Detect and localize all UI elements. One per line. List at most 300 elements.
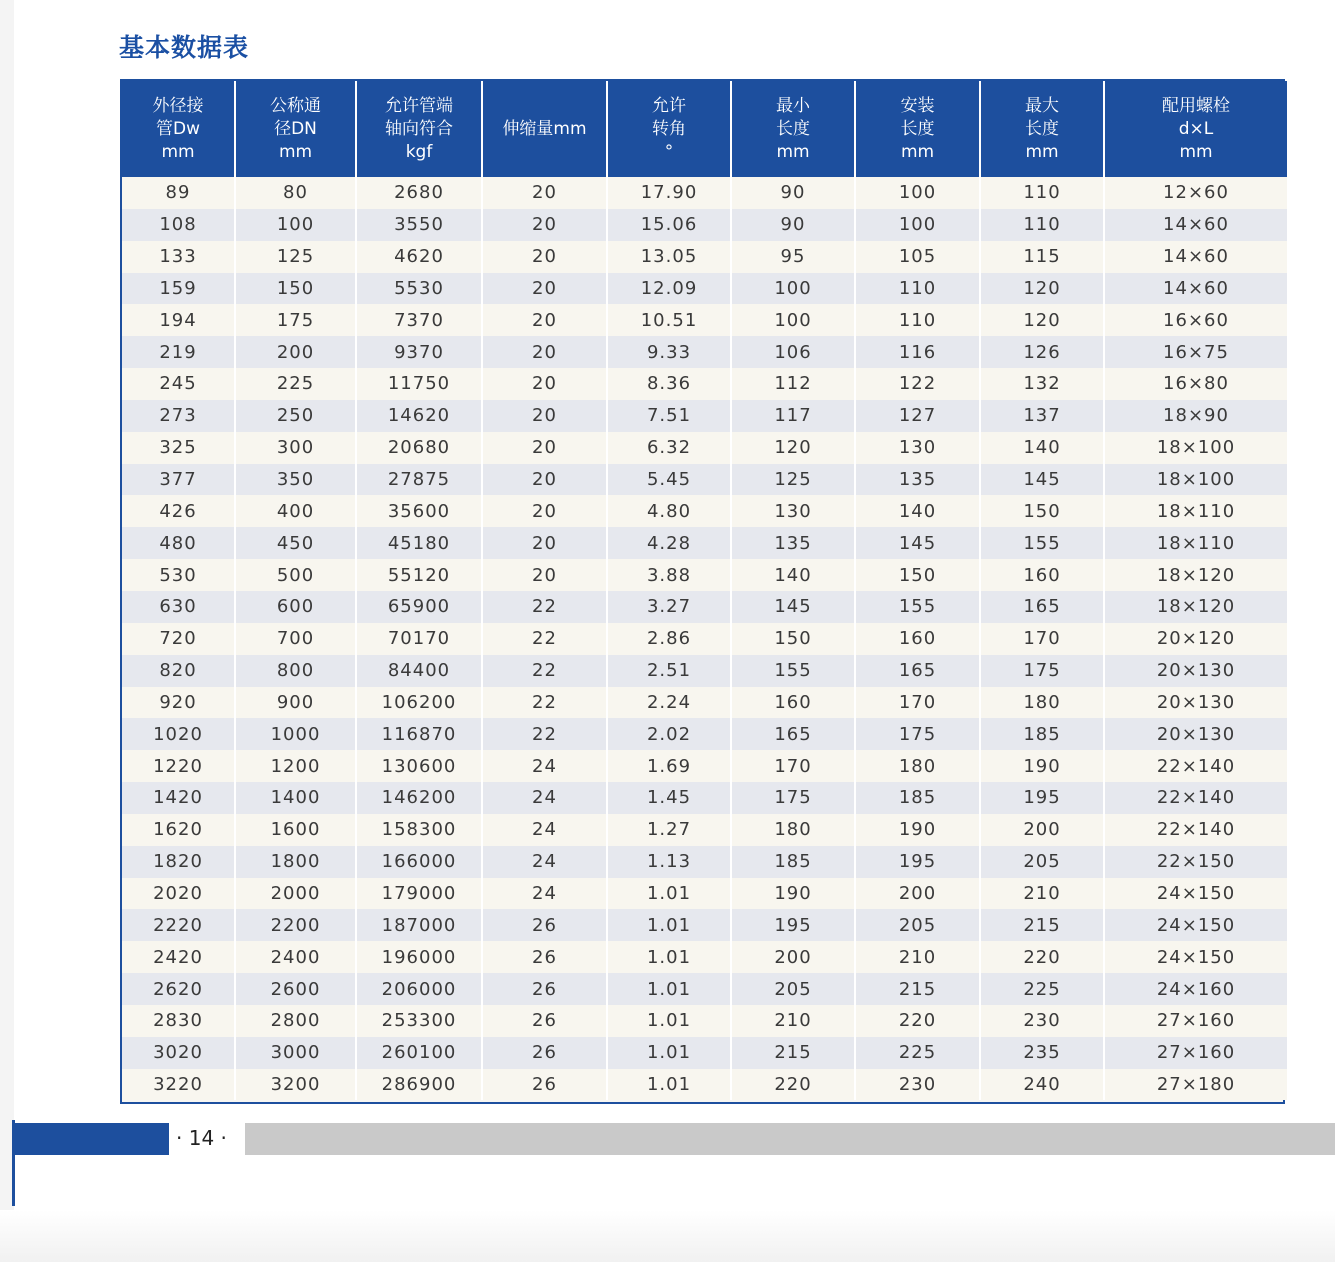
table-cell: 1.27 — [607, 814, 731, 846]
table-cell: 22 — [482, 623, 607, 655]
table-cell: 1400 — [235, 782, 356, 814]
page-number: · 14 · — [176, 1126, 227, 1150]
header-outer-diameter: 外径接 管Dw mm — [122, 81, 235, 177]
table-cell: 2420 — [122, 941, 235, 973]
table-cell: 159 — [122, 273, 235, 305]
table-cell: 1.45 — [607, 782, 731, 814]
table-cell: 90 — [731, 209, 855, 241]
table-cell: 2400 — [235, 941, 356, 973]
table-cell: 106 — [731, 336, 855, 368]
table-cell: 20×130 — [1104, 718, 1287, 750]
table-cell: 145 — [731, 591, 855, 623]
table-cell: 215 — [980, 909, 1104, 941]
table-cell: 175 — [235, 304, 356, 336]
table-cell: 90 — [731, 177, 855, 209]
table-cell: 190 — [731, 878, 855, 910]
table-cell: 273 — [122, 400, 235, 432]
table-cell: 9370 — [356, 336, 482, 368]
table-cell: 165 — [731, 718, 855, 750]
table-cell: 180 — [731, 814, 855, 846]
table-cell: 70170 — [356, 623, 482, 655]
table-cell: 2.24 — [607, 687, 731, 719]
table-cell: 200 — [235, 336, 356, 368]
table-cell: 100 — [731, 304, 855, 336]
table-cell: 24×150 — [1104, 941, 1287, 973]
table-row — [122, 495, 1287, 527]
table-cell: 14×60 — [1104, 209, 1287, 241]
table-row — [122, 878, 1287, 910]
table-cell: 16×60 — [1104, 304, 1287, 336]
header-angle: 允许 转角 ° — [607, 81, 731, 177]
table-cell: 195 — [855, 846, 980, 878]
table-cell: 14620 — [356, 400, 482, 432]
table-cell: 155 — [980, 527, 1104, 559]
table-cell: 20 — [482, 464, 607, 496]
table-cell: 120 — [980, 304, 1104, 336]
table-cell: 20 — [482, 527, 607, 559]
table-cell: 1620 — [122, 814, 235, 846]
table-cell: 219 — [122, 336, 235, 368]
header-max-length: 最大 长度 mm — [980, 81, 1104, 177]
table-cell: 1220 — [122, 750, 235, 782]
table-cell: 27×160 — [1104, 1005, 1287, 1037]
table-header-row — [122, 81, 1287, 177]
table-cell: 26 — [482, 973, 607, 1005]
table-cell: 1800 — [235, 846, 356, 878]
table-cell: 600 — [235, 591, 356, 623]
table-cell: 800 — [235, 655, 356, 687]
table-cell: 210 — [731, 1005, 855, 1037]
table-cell: 8.36 — [607, 368, 731, 400]
table-cell: 14×60 — [1104, 273, 1287, 305]
table-cell: 7370 — [356, 304, 482, 336]
table-cell: 140 — [731, 559, 855, 591]
table-cell: 115 — [980, 241, 1104, 273]
table-cell: 140 — [855, 495, 980, 527]
table-cell: 27×180 — [1104, 1069, 1287, 1101]
table-cell: 95 — [731, 241, 855, 273]
table-row — [122, 591, 1287, 623]
table-cell: 195 — [980, 782, 1104, 814]
table-cell: 1820 — [122, 846, 235, 878]
table-cell: 135 — [855, 464, 980, 496]
table-cell: 120 — [980, 273, 1104, 305]
table-cell: 166000 — [356, 846, 482, 878]
table-cell: 286900 — [356, 1069, 482, 1101]
table-cell: 110 — [980, 209, 1104, 241]
table-cell: 20 — [482, 273, 607, 305]
table-cell: 1.69 — [607, 750, 731, 782]
table-cell: 160 — [855, 623, 980, 655]
table-cell: 26 — [482, 1069, 607, 1101]
table-row — [122, 750, 1287, 782]
table-cell: 11750 — [356, 368, 482, 400]
table-cell: 170 — [980, 623, 1104, 655]
table-cell: 1600 — [235, 814, 356, 846]
table-cell: 1.01 — [607, 1037, 731, 1069]
table-cell: 22 — [482, 718, 607, 750]
table-cell: 2.51 — [607, 655, 731, 687]
table-row — [122, 241, 1287, 273]
table-cell: 1200 — [235, 750, 356, 782]
table-cell: 130 — [731, 495, 855, 527]
table-row — [122, 304, 1287, 336]
table-cell: 24×160 — [1104, 973, 1287, 1005]
table-cell: 125 — [235, 241, 356, 273]
table-cell: 1.01 — [607, 1069, 731, 1101]
table-row — [122, 623, 1287, 655]
table-cell: 200 — [731, 941, 855, 973]
table-cell: 5530 — [356, 273, 482, 305]
header-nominal-diameter: 公称通 径DN mm — [235, 81, 356, 177]
header-expansion: 伸缩量mm — [482, 81, 607, 177]
table-cell: 185 — [855, 782, 980, 814]
table-cell: 100 — [855, 209, 980, 241]
table-cell: 65900 — [356, 591, 482, 623]
table-cell: 12.09 — [607, 273, 731, 305]
data-table — [122, 81, 1287, 1100]
table-cell: 820 — [122, 655, 235, 687]
table-cell: 190 — [855, 814, 980, 846]
table-cell: 80 — [235, 177, 356, 209]
table-row — [122, 718, 1287, 750]
table-cell: 145 — [980, 464, 1104, 496]
table-row — [122, 846, 1287, 878]
table-cell: 130600 — [356, 750, 482, 782]
table-cell: 18×120 — [1104, 559, 1287, 591]
table-cell: 20 — [482, 368, 607, 400]
table-cell: 6.32 — [607, 432, 731, 464]
table-cell: 14×60 — [1104, 241, 1287, 273]
table-cell: 2220 — [122, 909, 235, 941]
table-cell: 2830 — [122, 1005, 235, 1037]
table-cell: 20 — [482, 209, 607, 241]
table-cell: 377 — [122, 464, 235, 496]
table-cell: 1.01 — [607, 1005, 731, 1037]
table-cell: 170 — [855, 687, 980, 719]
table-cell: 2020 — [122, 878, 235, 910]
table-cell: 200 — [855, 878, 980, 910]
table-cell: 500 — [235, 559, 356, 591]
table-cell: 116 — [855, 336, 980, 368]
table-cell: 20×120 — [1104, 623, 1287, 655]
table-cell: 126 — [980, 336, 1104, 368]
table-cell: 20 — [482, 495, 607, 527]
table-cell: 300 — [235, 432, 356, 464]
table-cell: 2680 — [356, 177, 482, 209]
table-cell: 26 — [482, 909, 607, 941]
table-cell: 194 — [122, 304, 235, 336]
table-row — [122, 941, 1287, 973]
header-min-length: 最小 长度 mm — [731, 81, 855, 177]
table-cell: 132 — [980, 368, 1104, 400]
table-cell: 185 — [731, 846, 855, 878]
table-cell: 190 — [980, 750, 1104, 782]
table-row — [122, 1005, 1287, 1037]
table-cell: 187000 — [356, 909, 482, 941]
table-cell: 22×150 — [1104, 846, 1287, 878]
table-cell: 5.45 — [607, 464, 731, 496]
table-cell: 20 — [482, 559, 607, 591]
table-cell: 2.02 — [607, 718, 731, 750]
table-cell: 137 — [980, 400, 1104, 432]
footer-bar-accent — [14, 1123, 169, 1155]
table-cell: 1000 — [235, 718, 356, 750]
table-cell: 480 — [122, 527, 235, 559]
table-cell: 100 — [731, 273, 855, 305]
table-cell: 20 — [482, 304, 607, 336]
table-cell: 117 — [731, 400, 855, 432]
table-cell: 205 — [980, 846, 1104, 878]
table-row — [122, 1069, 1287, 1101]
table-cell: 20680 — [356, 432, 482, 464]
table-cell: 45180 — [356, 527, 482, 559]
table-cell: 170 — [731, 750, 855, 782]
table-cell: 240 — [980, 1069, 1104, 1101]
table-cell: 2620 — [122, 973, 235, 1005]
table-cell: 133 — [122, 241, 235, 273]
table-cell: 24 — [482, 846, 607, 878]
table-cell: 110 — [855, 273, 980, 305]
table-cell: 84400 — [356, 655, 482, 687]
footer-bar — [245, 1123, 1335, 1155]
table-cell: 112 — [731, 368, 855, 400]
table-cell: 18×110 — [1104, 495, 1287, 527]
table-cell: 4.80 — [607, 495, 731, 527]
table-cell: 20 — [482, 432, 607, 464]
table-cell: 9.33 — [607, 336, 731, 368]
table-cell: 225 — [235, 368, 356, 400]
table-row — [122, 432, 1287, 464]
table-cell: 35600 — [356, 495, 482, 527]
table-cell: 130 — [855, 432, 980, 464]
table-cell: 18×100 — [1104, 464, 1287, 496]
table-cell: 20×130 — [1104, 655, 1287, 687]
table-cell: 24 — [482, 750, 607, 782]
table-cell: 150 — [980, 495, 1104, 527]
table-cell: 225 — [855, 1037, 980, 1069]
table-row — [122, 209, 1287, 241]
table-cell: 24×150 — [1104, 909, 1287, 941]
table-cell: 27875 — [356, 464, 482, 496]
table-cell: 20 — [482, 241, 607, 273]
table-cell: 426 — [122, 495, 235, 527]
table-row — [122, 336, 1287, 368]
table-cell: 24×150 — [1104, 878, 1287, 910]
table-cell: 22 — [482, 687, 607, 719]
table-cell: 125 — [731, 464, 855, 496]
table-cell: 20 — [482, 400, 607, 432]
table-row — [122, 655, 1287, 687]
table-row — [122, 273, 1287, 305]
table-cell: 220 — [980, 941, 1104, 973]
table-cell: 27×160 — [1104, 1037, 1287, 1069]
header-install-length: 安装 长度 mm — [855, 81, 980, 177]
page-title: 基本数据表 — [119, 33, 250, 62]
table-cell: 135 — [731, 527, 855, 559]
table-cell: 106200 — [356, 687, 482, 719]
table-cell: 24 — [482, 814, 607, 846]
table-row — [122, 782, 1287, 814]
table-cell: 110 — [855, 304, 980, 336]
table-cell: 4620 — [356, 241, 482, 273]
table-cell: 160 — [731, 687, 855, 719]
table-cell: 24 — [482, 878, 607, 910]
table-cell: 3200 — [235, 1069, 356, 1101]
table-row — [122, 177, 1287, 209]
table-cell: 120 — [731, 432, 855, 464]
table-cell: 158300 — [356, 814, 482, 846]
table-cell: 26 — [482, 1005, 607, 1037]
table-cell: 15.06 — [607, 209, 731, 241]
table-cell: 2000 — [235, 878, 356, 910]
table-cell: 16×80 — [1104, 368, 1287, 400]
table-cell: 3020 — [122, 1037, 235, 1069]
table-cell: 18×120 — [1104, 591, 1287, 623]
table-cell: 20 — [482, 336, 607, 368]
table-cell: 12×60 — [1104, 177, 1287, 209]
table-cell: 400 — [235, 495, 356, 527]
table-row — [122, 464, 1287, 496]
table-cell: 155 — [731, 655, 855, 687]
table-cell: 206000 — [356, 973, 482, 1005]
table-row — [122, 814, 1287, 846]
table-cell: 100 — [235, 209, 356, 241]
table-cell: 530 — [122, 559, 235, 591]
table-cell: 700 — [235, 623, 356, 655]
table-cell: 20 — [482, 177, 607, 209]
table-cell: 210 — [855, 941, 980, 973]
table-cell: 253300 — [356, 1005, 482, 1037]
table-cell: 2800 — [235, 1005, 356, 1037]
table-cell: 179000 — [356, 878, 482, 910]
table-cell: 22×140 — [1104, 782, 1287, 814]
table-cell: 1.01 — [607, 973, 731, 1005]
table-cell: 122 — [855, 368, 980, 400]
table-row — [122, 368, 1287, 400]
table-cell: 450 — [235, 527, 356, 559]
page-edge — [0, 0, 14, 1262]
table-cell: 205 — [731, 973, 855, 1005]
table-cell: 175 — [731, 782, 855, 814]
table-cell: 3220 — [122, 1069, 235, 1101]
table-cell: 108 — [122, 209, 235, 241]
table-cell: 105 — [855, 241, 980, 273]
table-cell: 175 — [980, 655, 1104, 687]
table-cell: 165 — [855, 655, 980, 687]
header-bolts: 配用螺栓 d×L mm — [1104, 81, 1287, 177]
table-cell: 22 — [482, 591, 607, 623]
header-axial-load: 允许管端 轴向符合 kgf — [356, 81, 482, 177]
table-cell: 116870 — [356, 718, 482, 750]
table-cell: 110 — [980, 177, 1104, 209]
table-cell: 2600 — [235, 973, 356, 1005]
table-row — [122, 973, 1287, 1005]
table-cell: 1.13 — [607, 846, 731, 878]
table-cell: 18×110 — [1104, 527, 1287, 559]
table-cell: 2200 — [235, 909, 356, 941]
table-cell: 2.86 — [607, 623, 731, 655]
data-table-frame — [120, 79, 1285, 1104]
table-cell: 920 — [122, 687, 235, 719]
table-cell: 220 — [731, 1069, 855, 1101]
table-cell: 630 — [122, 591, 235, 623]
page-shadow — [0, 1210, 1335, 1262]
table-cell: 16×75 — [1104, 336, 1287, 368]
table-cell: 175 — [855, 718, 980, 750]
table-cell: 26 — [482, 941, 607, 973]
table-cell: 205 — [855, 909, 980, 941]
table-cell: 180 — [855, 750, 980, 782]
table-cell: 150 — [855, 559, 980, 591]
table-cell: 22×140 — [1104, 814, 1287, 846]
table-row — [122, 400, 1287, 432]
table-cell: 260100 — [356, 1037, 482, 1069]
table-cell: 195 — [731, 909, 855, 941]
table-cell: 155 — [855, 591, 980, 623]
table-cell: 22 — [482, 655, 607, 687]
table-cell: 230 — [980, 1005, 1104, 1037]
table-cell: 140 — [980, 432, 1104, 464]
table-cell: 1020 — [122, 718, 235, 750]
table-cell: 127 — [855, 400, 980, 432]
table-cell: 18×100 — [1104, 432, 1287, 464]
table-cell: 4.28 — [607, 527, 731, 559]
table-body — [122, 177, 1287, 1100]
table-cell: 18×90 — [1104, 400, 1287, 432]
table-cell: 89 — [122, 177, 235, 209]
table-cell: 150 — [235, 273, 356, 305]
table-cell: 225 — [980, 973, 1104, 1005]
table-cell: 3000 — [235, 1037, 356, 1069]
table-cell: 900 — [235, 687, 356, 719]
table-cell: 7.51 — [607, 400, 731, 432]
table-cell: 1420 — [122, 782, 235, 814]
table-cell: 230 — [855, 1069, 980, 1101]
table-cell: 145 — [855, 527, 980, 559]
table-cell: 180 — [980, 687, 1104, 719]
table-cell: 350 — [235, 464, 356, 496]
table-cell: 3.88 — [607, 559, 731, 591]
table-cell: 3550 — [356, 209, 482, 241]
table-cell: 196000 — [356, 941, 482, 973]
table-cell: 55120 — [356, 559, 482, 591]
table-cell: 215 — [731, 1037, 855, 1069]
table-cell: 24 — [482, 782, 607, 814]
table-cell: 26 — [482, 1037, 607, 1069]
table-cell: 165 — [980, 591, 1104, 623]
table-row — [122, 527, 1287, 559]
table-cell: 17.90 — [607, 177, 731, 209]
table-cell: 720 — [122, 623, 235, 655]
table-cell: 325 — [122, 432, 235, 464]
table-row — [122, 687, 1287, 719]
table-row — [122, 1037, 1287, 1069]
table-cell: 100 — [855, 177, 980, 209]
table-cell: 245 — [122, 368, 235, 400]
table-cell: 20×130 — [1104, 687, 1287, 719]
table-row — [122, 909, 1287, 941]
table-cell: 1.01 — [607, 941, 731, 973]
table-cell: 160 — [980, 559, 1104, 591]
table-row — [122, 559, 1287, 591]
table-cell: 250 — [235, 400, 356, 432]
table-cell: 150 — [731, 623, 855, 655]
table-cell: 185 — [980, 718, 1104, 750]
table-cell: 215 — [855, 973, 980, 1005]
table-cell: 210 — [980, 878, 1104, 910]
table-cell: 235 — [980, 1037, 1104, 1069]
